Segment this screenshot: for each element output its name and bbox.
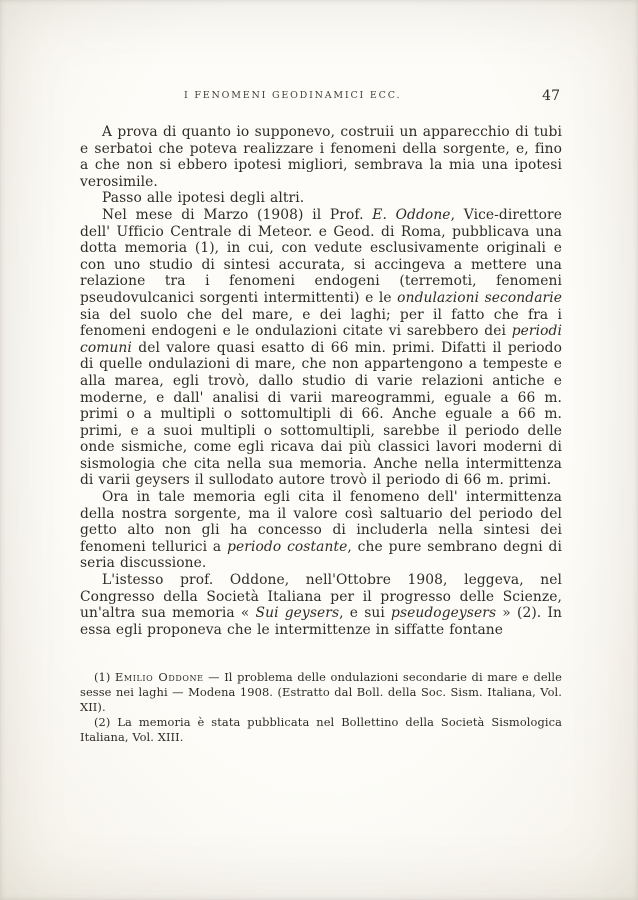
paragraph xyxy=(80,190,562,207)
text-run: » (2). In essa egli proponeva che le intermittenze in siffatte fontane xyxy=(80,605,562,638)
footnote xyxy=(80,670,562,715)
text-run: del valore quasi esatto di 66 min. primi. Difatti il periodo di quelle ondulazioni di mare, che non appartengono a tempeste e alla marea, egli trovò, dallo studio di varie relazioni antiche e moderne, e dall' analisi di varii mareogrammi, eguale a 66 m. primi o a multipli o sottomultipli di 66. Anche eguale a 66 m. primi, e a suoi multipli o sottomultipli, sarebbe il periodo delle onde sismiche, come egli ricava dai più classici lavori moderni di sismologia che cita nella sua memoria. Anche nella intermittenza di varii geysers il sullodato autore trovò il periodo di 66 m. primi. xyxy=(80,339,562,489)
text-run: , e sui xyxy=(339,605,392,622)
footnotes xyxy=(80,670,562,745)
italic-text-run: pseudogeysers xyxy=(391,605,497,622)
text-run: A prova di quanto io supponevo, costruii un apparecchio di tubi e serbatoi che poteva realizzare i fenomeni della sorgente, e, fino a che non si ebbero ipotesi migliori, sembrava la mia una ipotesi verosimile. xyxy=(80,124,562,190)
page-content xyxy=(80,88,562,745)
text-run: Ora in tale memoria egli cita il fenomeno dell' intermittenza della nostra sorgente, ma il valore così saltuario del periodo del getto alto non gli ha concesso di includerla nella sintesi dei fenomeni tellurici a xyxy=(80,489,562,555)
paragraph xyxy=(80,124,562,190)
page-number: 47 xyxy=(542,88,560,104)
page-header xyxy=(80,88,562,104)
italic-text-run: ondulazioni secondarie xyxy=(397,289,562,306)
text-run: Nel mese di Marzo (1908) il Prof. xyxy=(102,206,373,223)
text-run: — Il problema delle ondulazioni secondarie di mare e delle sesse nei laghi — Modena 1908. (Estratto dal Boll. della Soc. Sism. Italiana, Vol. XII). xyxy=(80,670,562,715)
paragraph xyxy=(80,207,562,489)
text-run: L'istesso prof. Oddone, nell'Ottobre 1908, leggeva, nel Congresso della Società Italiana per il progresso delle Scienze, un'altra sua memoria « xyxy=(80,572,562,622)
paragraph xyxy=(80,489,562,572)
running-title: I FENOMENI GEODINAMICI ECC. xyxy=(184,90,402,101)
text-run: (2) La memoria è stata pubblicata nel Bollettino della Società Sismologica Italiana, Vol. XIII. xyxy=(80,715,562,745)
text-run: , Vice-direttore dell' Ufficio Centrale di Meteor. e Geod. di Roma, pubblicava una dotta memoria (1), in cui, con vedute esclusivamente originali e con uno studio di sintesi accurata, si accingeva a mettere una relazione tra i fenomeni endogeni (terremoti, fenomeni pseudovulcanici sorgenti intermittenti) e le xyxy=(80,206,562,306)
text-run: sia del suolo che del mare, e dei laghi; per il fatto che fra i fenomeni endogeni e le ondulazioni citate vi sarebbero dei xyxy=(80,306,562,340)
text-run: Passo alle ipotesi degli altri. xyxy=(102,190,305,207)
text-run: , che pure sembrano degni di seria discussione. xyxy=(80,538,562,572)
italic-text-run: periodi comuni xyxy=(80,323,562,356)
italic-text-run: Sui geysers xyxy=(255,605,340,622)
footnote xyxy=(80,715,562,745)
text-run: (1) xyxy=(94,670,116,685)
italic-text-run: E. Oddone xyxy=(372,206,451,223)
body-paragraphs xyxy=(80,124,562,638)
italic-text-run: periodo costante xyxy=(227,538,348,555)
paragraph xyxy=(80,572,562,638)
smallcaps-text-run: Emilio Oddone xyxy=(115,670,204,685)
